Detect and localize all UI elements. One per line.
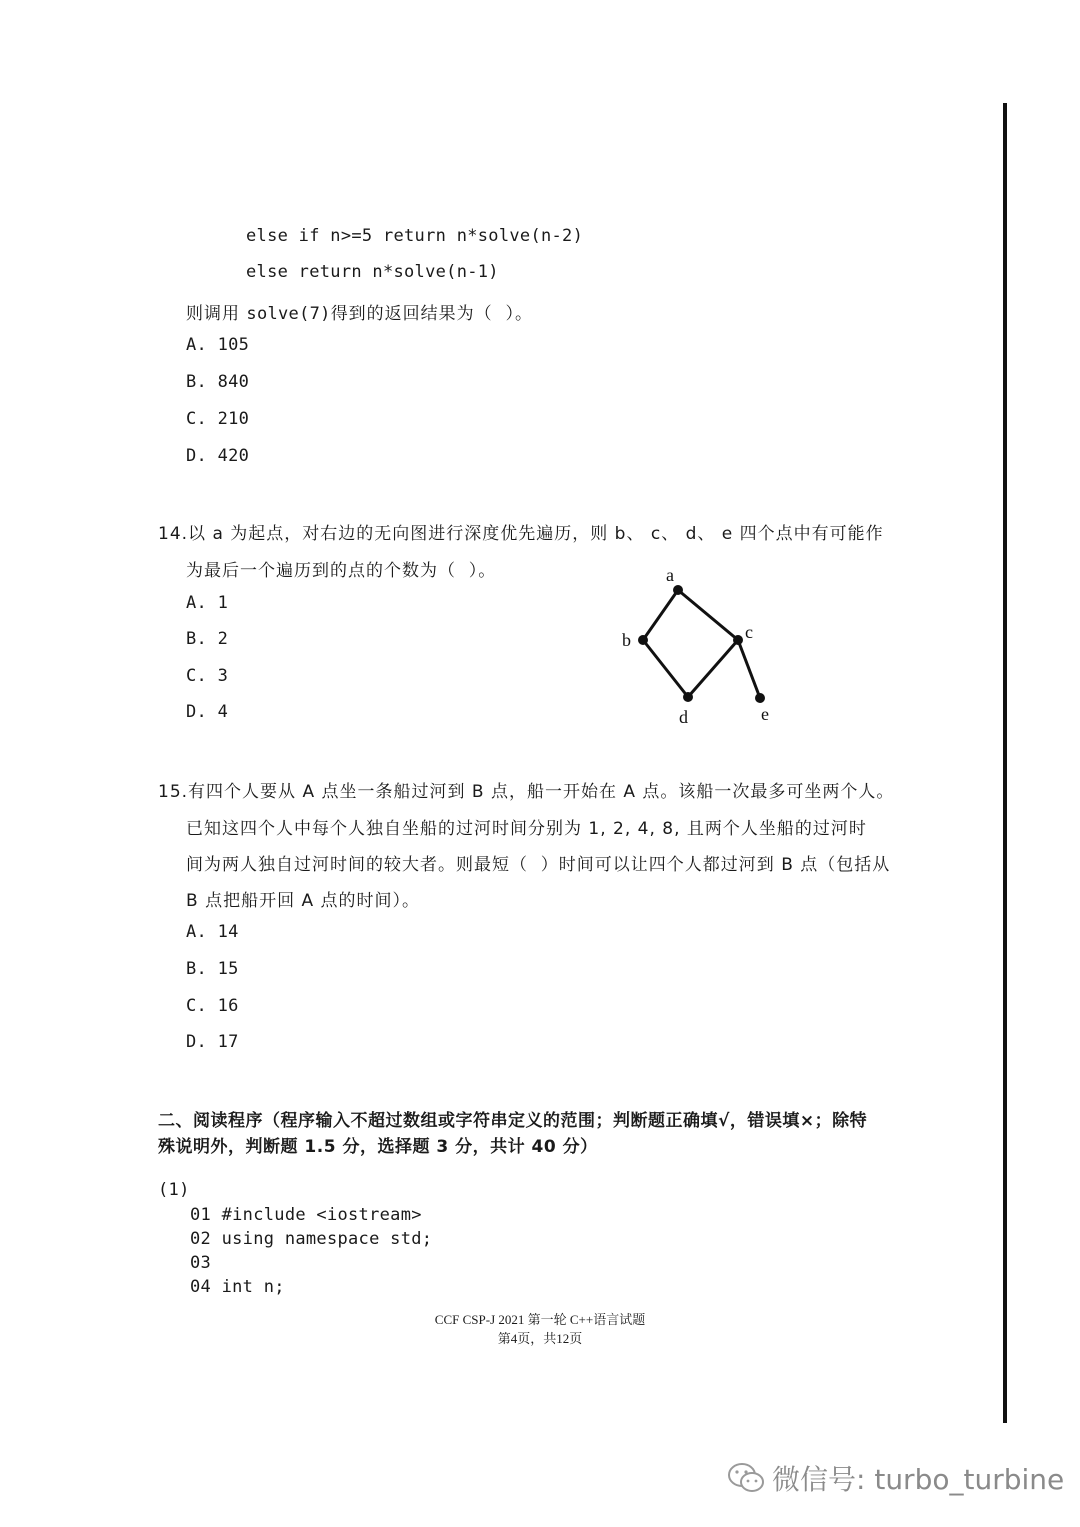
code-line: 02 using namespace std; — [190, 1229, 433, 1249]
node-label-b: b — [622, 630, 631, 650]
q14-option-b: B. 2 — [186, 629, 229, 649]
node-label-e: e — [761, 704, 769, 724]
q14-stem-line1: 14.以 a 为起点，对右边的无向图进行深度优先遍历，则 b、 c、 d、 e 四个点中有可能作 — [158, 524, 884, 544]
node-d — [683, 692, 693, 702]
section2-heading-line2: 殊说明外，判断题 1.5 分，选择题 3 分，共计 40 分） — [158, 1137, 598, 1157]
node-label-a: a — [666, 565, 674, 585]
q13-option-a: A. 105 — [186, 335, 250, 355]
footer-title: CCF CSP-J 2021 第一轮 C++语言试题 — [434, 1312, 646, 1327]
q15-option-c: C. 16 — [186, 996, 239, 1016]
footer-page-number: 第4页，共12页 — [497, 1331, 583, 1346]
section2-heading-line1: 二、阅读程序（程序输入不超过数组或字符串定义的范围；判断题正确填√，错误填×；除特 — [158, 1111, 868, 1131]
q14-option-a: A. 1 — [186, 593, 229, 613]
q15-option-b: B. 15 — [186, 959, 239, 979]
q14-option-d: D. 4 — [186, 702, 229, 722]
q15-option-d: D. 17 — [186, 1032, 239, 1052]
node-label-c: c — [745, 622, 753, 642]
code-line: else if n>=5 return n*solve(n-2) — [246, 226, 584, 246]
code-line: 03 — [190, 1253, 212, 1273]
watermark-text: 微信号: turbo_turbine — [772, 1463, 1065, 1496]
undirected-graph — [600, 560, 800, 730]
right-margin-rule — [1003, 103, 1007, 1423]
node-c — [733, 635, 743, 645]
node-a — [673, 585, 683, 595]
node-e — [755, 693, 765, 703]
q13-option-c: C. 210 — [186, 409, 250, 429]
edge-a-c — [678, 590, 738, 640]
code-line: else return n*solve(n-1) — [246, 262, 499, 282]
q14-stem-line2: 为最后一个遍历到的点的个数为（ ）。 — [186, 561, 497, 581]
q15-stem-line1: 15.有四个人要从 A 点坐一条船过河到 B 点，船一开始在 A 点。该船一次最多可坐两个人。 — [158, 782, 895, 802]
edge-c-e — [738, 640, 760, 698]
q15-stem-line2: 已知这四个人中每个人独自坐船的过河时间分别为 1, 2, 4, 8, 且两个人坐船的过河时 — [186, 819, 867, 839]
q13-prompt: 则调用 solve(7)得到的返回结果为（ ）。 — [186, 304, 533, 324]
q15-option-a: A. 14 — [186, 922, 239, 942]
node-label-d: d — [679, 707, 688, 727]
edge-b-d — [643, 640, 688, 697]
edge-a-b — [643, 590, 678, 640]
q14-option-c: C. 3 — [186, 666, 229, 686]
wechat-watermark — [726, 1458, 1064, 1498]
edge-c-d — [688, 640, 738, 697]
q13-option-b: B. 840 — [186, 372, 250, 392]
q15-stem-line3: 间为两人独自过河时间的较大者。则最短（ ）时间可以让四个人都过河到 B 点（包括从 — [186, 855, 891, 875]
q13-option-d: D. 420 — [186, 446, 250, 466]
code-line: 01 #include <iostream> — [190, 1205, 422, 1225]
program-label: (1) — [158, 1180, 190, 1200]
node-b — [638, 635, 648, 645]
wechat-icon — [726, 1460, 766, 1496]
q15-stem-line4: B 点把船开回 A 点的时间）。 — [186, 891, 421, 911]
code-line: 04 int n; — [190, 1277, 285, 1297]
